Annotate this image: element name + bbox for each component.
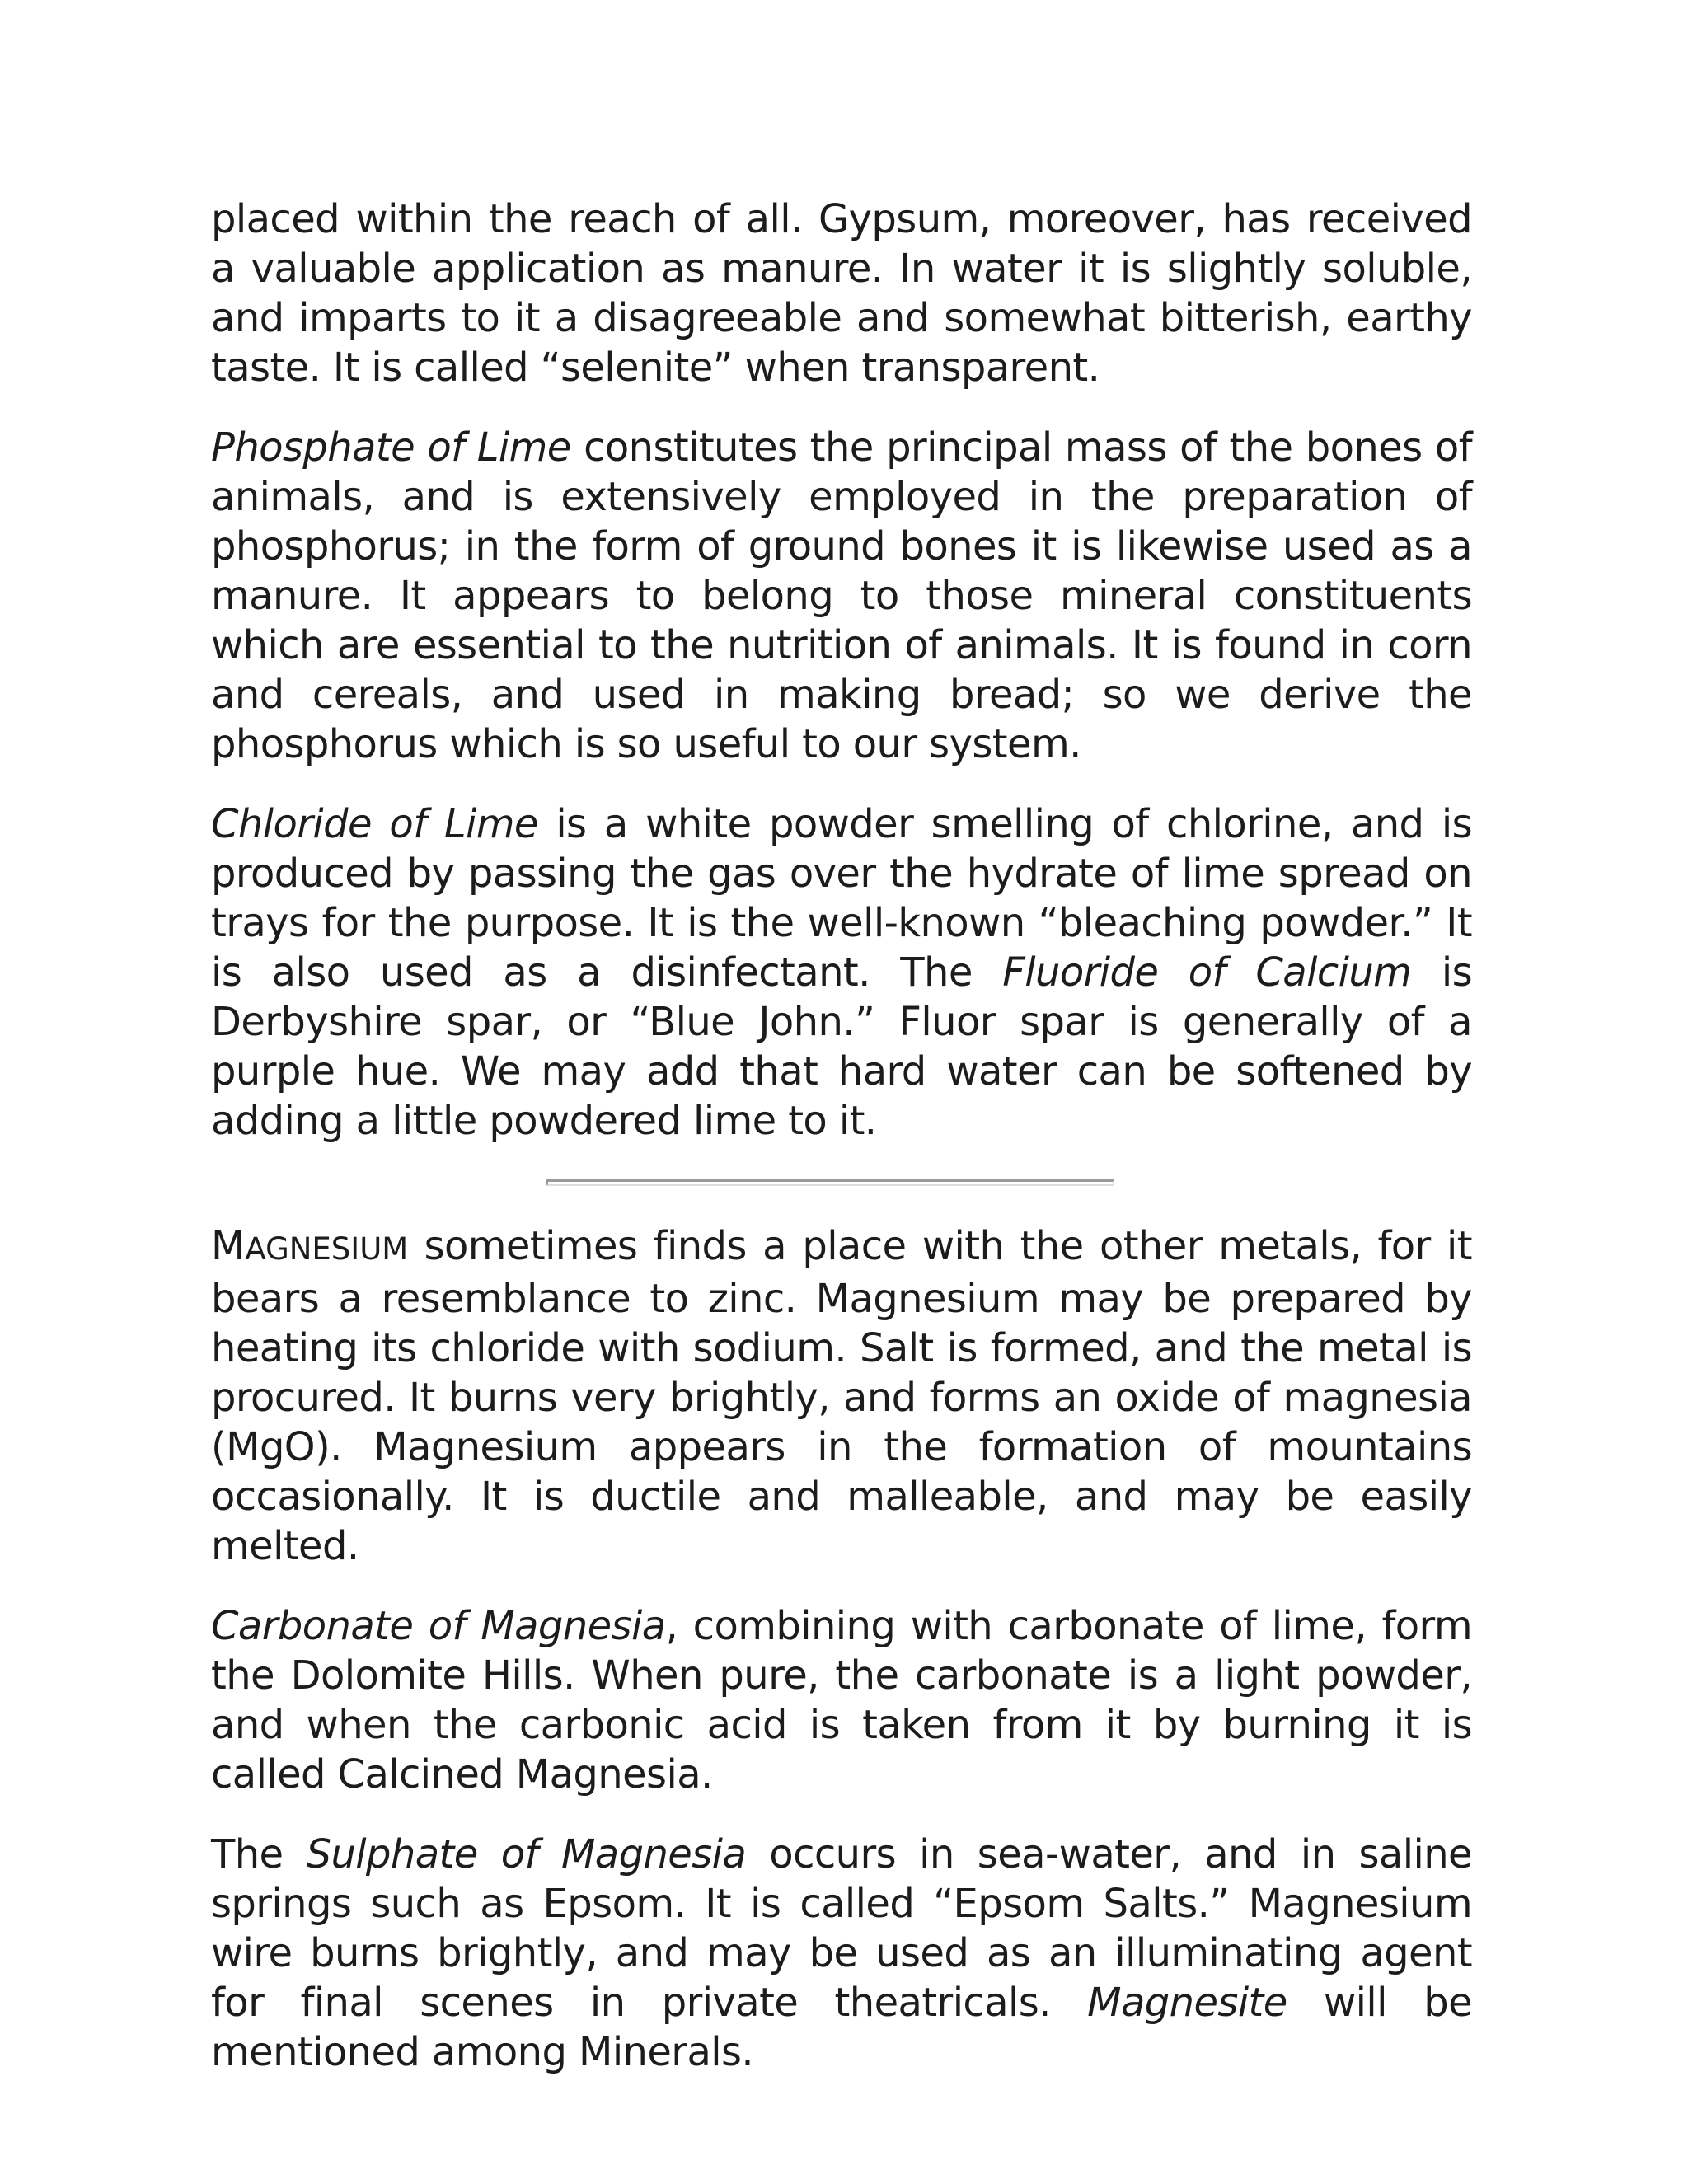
text-run: constitutes the principal mass of the bones of animals, and is extensively employed in the preparation of phosphorus; in the form of ground bones it is likewise used as a manure. It appears to belong to those mineral constituents which are essential to the nutrition of animals. It is found in corn and cereals, and used in making bread; so we derive the phosphorus which is so useful to our system. [211,424,1472,767]
text-run: The [211,1831,307,1877]
term-fluoride-of-calcium: Fluoride of Calcium [1002,949,1412,996]
smallcaps-initial: M [211,1223,246,1269]
smallcaps-rest: AGNESIUM [245,1231,409,1267]
term-magnesite: Magnesite [1087,1980,1287,2026]
paragraph-phosphate-of-lime [211,423,1472,769]
term-magnesium-smallcaps [211,1223,409,1269]
paragraph-chloride-of-lime [211,799,1472,1146]
term-sulphate-of-magnesia: Sulphate of Magnesia [306,1831,747,1877]
text-run: sometimes finds a place with the other metals, for it bears a resemblance to zinc. Magnesium may be prepared by heating its chloride with sodium. Salt is formed, and the metal is procured. It burns very brightly, and forms an oxide of magnesia (MgO). Magnesium appears in the formation of mountains occasionally. It is ductile and malleable, and may be easily melted. [211,1223,1472,1569]
term-carbonate-of-magnesia: Carbonate of Magnesia [211,1603,666,1649]
page-body [211,194,1472,2107]
section-divider [546,1179,1114,1186]
term-phosphate-of-lime: Phosphate of Lime [211,424,571,471]
text-run: occurs in sea-water, and in saline springs such as Epsom. It is called “Epsom Salts.” Magnesium wire burns brightly, and may be used as an illuminating agent for final scenes in private theatricals. [211,1831,1472,2026]
text-run: , combining with carbonate of lime, form the Dolomite Hills. When pure, the carbonate is a light powder, and when the carbonic acid is taken from it by burning it is called Calcined Magnesia. [211,1603,1472,1797]
paragraph-magnesium [211,1221,1472,1571]
text-run: is Derbyshire spar, or “Blue John.” Fluor spar is generally of a purple hue. We may add that hard water can be softened by adding a little powdered lime to it. [211,949,1472,1144]
text-run: is a white powder smelling of chlorine, and is produced by passing the gas over the hydrate of lime spread on trays for the purpose. It is the well-known “bleaching powder.” It is also used as a disinfectant. The [211,801,1472,996]
text-run: placed within the reach of all. Gypsum, moreover, has received a valuable application as manure. In water it is slightly soluble, and imparts to it a disagreeable and somewhat bitterish, earthy taste. It is called “selenite” when transparent. [211,196,1472,391]
paragraph-carbonate-of-magnesia [211,1601,1472,1799]
term-chloride-of-lime: Chloride of Lime [211,801,538,847]
paragraph-sulphate-of-magnesia [211,1830,1472,2077]
paragraph-gypsum [211,194,1472,392]
text-run: will be mentioned among Minerals. [211,1980,1473,2075]
